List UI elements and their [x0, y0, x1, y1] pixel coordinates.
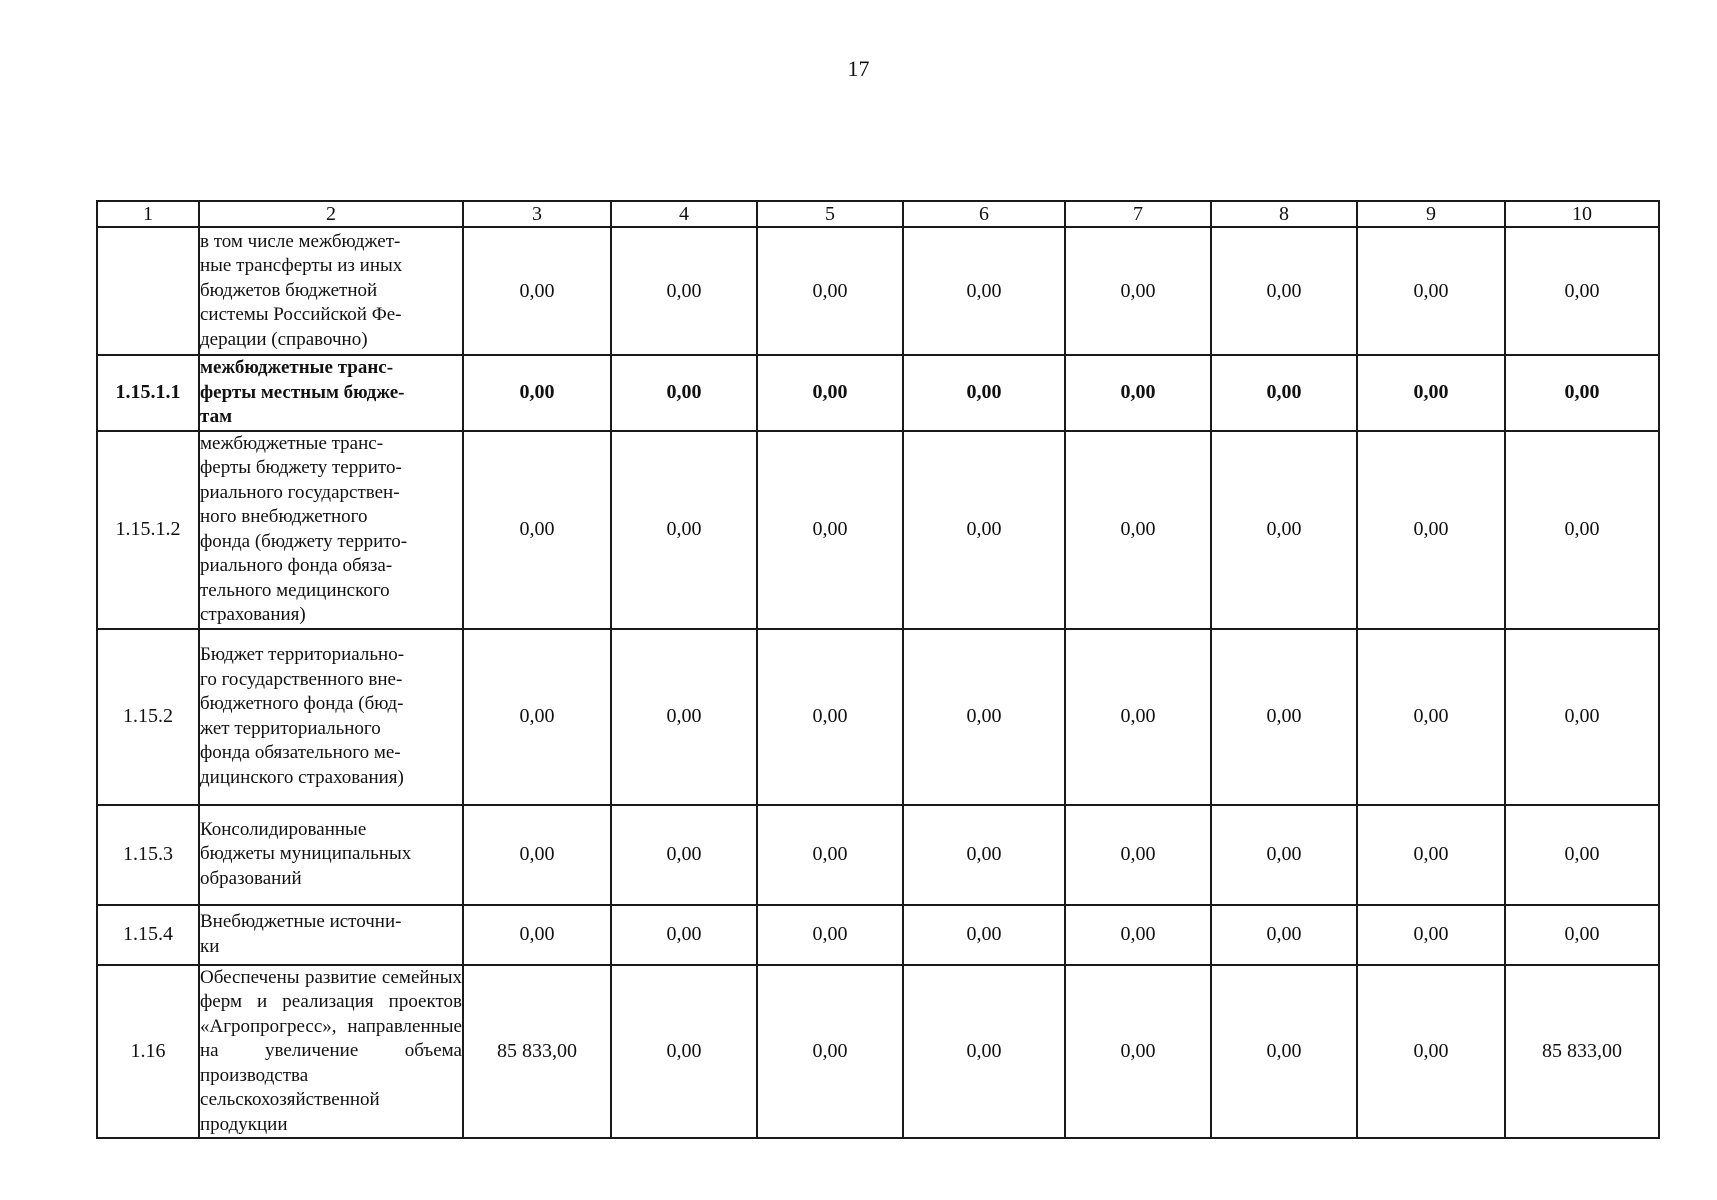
row-code: 1.16	[97, 965, 199, 1139]
row-code: 1.15.3	[97, 805, 199, 905]
value-cell: 0,00	[1357, 905, 1505, 965]
table-row	[97, 431, 1659, 629]
col-header: 6	[903, 201, 1065, 227]
value-cell: 0,00	[903, 905, 1065, 965]
value-cell: 0,00	[1505, 431, 1659, 629]
value-cell: 0,00	[463, 227, 611, 355]
value-cell: 0,00	[903, 355, 1065, 431]
value-cell: 0,00	[903, 629, 1065, 805]
value-cell: 85 833,00	[1505, 965, 1659, 1139]
table-row	[97, 905, 1659, 965]
value-cell: 0,00	[1065, 227, 1211, 355]
value-cell: 0,00	[1065, 629, 1211, 805]
row-name: в том числе межбюджет- ные трансферты из иных бюджетов бюджетной системы Российской Фе- дерации (справочно)	[199, 227, 463, 355]
value-cell: 0,00	[1357, 355, 1505, 431]
value-cell: 0,00	[611, 227, 757, 355]
table-row	[97, 805, 1659, 905]
col-header: 1	[97, 201, 199, 227]
value-cell: 0,00	[1211, 629, 1357, 805]
value-cell: 0,00	[463, 805, 611, 905]
col-header: 3	[463, 201, 611, 227]
value-cell: 0,00	[1505, 355, 1659, 431]
value-cell: 0,00	[463, 355, 611, 431]
row-code: 1.15.1.2	[97, 431, 199, 629]
value-cell: 0,00	[757, 805, 903, 905]
row-name: Консолидированные бюджеты муниципальных образований	[199, 805, 463, 905]
value-cell: 0,00	[757, 905, 903, 965]
value-cell: 0,00	[463, 905, 611, 965]
row-name: Внебюджетные источни- ки	[199, 905, 463, 965]
value-cell: 0,00	[1357, 965, 1505, 1139]
value-cell: 0,00	[903, 965, 1065, 1139]
col-header: 8	[1211, 201, 1357, 227]
page-number: 17	[847, 56, 870, 81]
value-cell: 0,00	[463, 431, 611, 629]
value-cell: 0,00	[611, 629, 757, 805]
value-cell: 0,00	[1065, 355, 1211, 431]
col-header: 5	[757, 201, 903, 227]
row-code: 1.15.4	[97, 905, 199, 965]
value-cell: 0,00	[757, 355, 903, 431]
value-cell: 0,00	[611, 905, 757, 965]
row-name: межбюджетные транс- ферты бюджету террито- риального государствен- ного внебюджетного фонда (бюджету террито- риального фонда обяза- тельного медицинского страхования)	[199, 431, 463, 629]
value-cell: 0,00	[1065, 805, 1211, 905]
col-header: 2	[199, 201, 463, 227]
value-cell: 0,00	[1211, 805, 1357, 905]
value-cell: 0,00	[611, 965, 757, 1139]
value-cell: 85 833,00	[463, 965, 611, 1139]
value-cell: 0,00	[1505, 805, 1659, 905]
value-cell: 0,00	[1505, 629, 1659, 805]
value-cell: 0,00	[757, 227, 903, 355]
value-cell: 0,00	[1505, 227, 1659, 355]
table-row	[97, 629, 1659, 805]
value-cell: 0,00	[1211, 355, 1357, 431]
value-cell: 0,00	[757, 965, 903, 1139]
value-cell: 0,00	[1211, 431, 1357, 629]
row-name: межбюджетные транс- ферты местным бюдже- там	[199, 355, 463, 431]
col-header: 7	[1065, 201, 1211, 227]
row-code: 1.15.1.1	[97, 355, 199, 431]
header-row	[97, 201, 1659, 227]
value-cell: 0,00	[903, 431, 1065, 629]
table-row	[97, 965, 1659, 1139]
row-code: 1.15.2	[97, 629, 199, 805]
value-cell: 0,00	[1211, 905, 1357, 965]
budget-table	[96, 200, 1660, 1139]
table-row	[97, 227, 1659, 355]
value-cell: 0,00	[1065, 905, 1211, 965]
value-cell: 0,00	[903, 227, 1065, 355]
value-cell: 0,00	[463, 629, 611, 805]
value-cell: 0,00	[1357, 629, 1505, 805]
value-cell: 0,00	[611, 805, 757, 905]
row-name: Обеспечены развитие семейных ферм и реализация проектов «Агропрогресс», направленные на увеличение объема производства сельскохозяйственной продукции	[199, 965, 463, 1139]
value-cell: 0,00	[757, 629, 903, 805]
value-cell: 0,00	[1065, 965, 1211, 1139]
row-code	[97, 227, 199, 355]
col-header: 4	[611, 201, 757, 227]
value-cell: 0,00	[1211, 965, 1357, 1139]
value-cell: 0,00	[1357, 805, 1505, 905]
value-cell: 0,00	[757, 431, 903, 629]
col-header: 10	[1505, 201, 1659, 227]
row-name: Бюджет территориально- го государственного вне- бюджетного фонда (бюд- жет территориального фонда обязательного ме- дицинского страхования)	[199, 629, 463, 805]
table-row	[97, 355, 1659, 431]
value-cell: 0,00	[611, 431, 757, 629]
value-cell: 0,00	[1357, 227, 1505, 355]
value-cell: 0,00	[903, 805, 1065, 905]
value-cell: 0,00	[611, 355, 757, 431]
value-cell: 0,00	[1505, 905, 1659, 965]
col-header: 9	[1357, 201, 1505, 227]
value-cell: 0,00	[1065, 431, 1211, 629]
value-cell: 0,00	[1211, 227, 1357, 355]
value-cell: 0,00	[1357, 431, 1505, 629]
